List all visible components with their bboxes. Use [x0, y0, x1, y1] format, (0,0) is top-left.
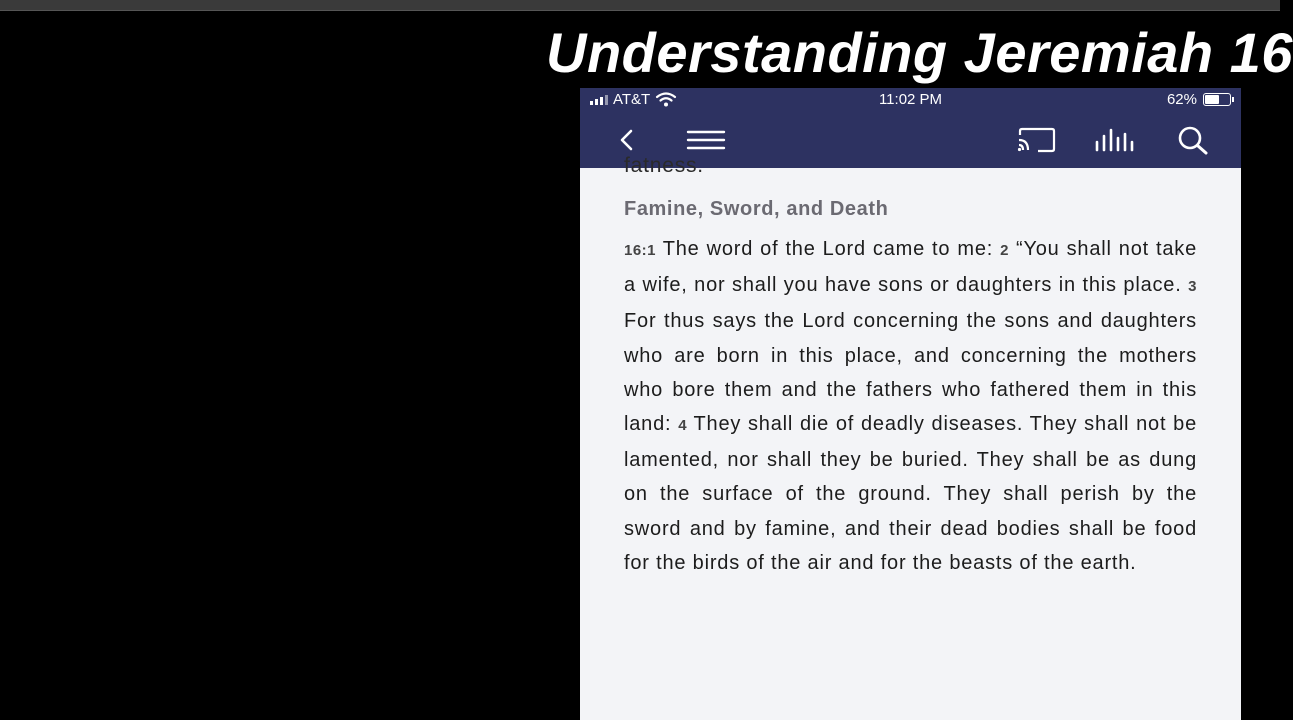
status-right — [1167, 91, 1231, 108]
battery-fill — [1205, 95, 1219, 104]
battery-icon — [1203, 93, 1231, 106]
status-time: 11:02 PM — [878, 91, 943, 108]
search-icon[interactable] — [1176, 124, 1210, 156]
previous-verse-fragment: fatness. — [624, 154, 704, 177]
passage-text — [624, 232, 1197, 580]
section-heading: Famine, Sword, and Death — [624, 198, 889, 220]
battery-percent: 62% — [1166, 91, 1197, 108]
status-bar — [580, 88, 1241, 112]
verse-text: “You shall not take a wife, nor shall you have sons or daughters in this place. — [624, 238, 1198, 297]
verse-number[interactable]: 4 — [678, 417, 688, 435]
back-icon[interactable] — [610, 124, 644, 156]
cast-icon[interactable] — [1016, 124, 1058, 156]
verse-number[interactable]: 16:1 — [624, 242, 657, 259]
verse-text: They shall die of deadly diseases. They shall not be lamented, nor shall they be buried. They shall be as dung on the surface of the ground. They shall perish by the sword and by famine, and their dead bodies shall be food for the birds of the air and for the beasts of the earth. — [624, 413, 1197, 574]
verse-number[interactable]: 3 — [1188, 278, 1197, 296]
menu-icon[interactable] — [686, 124, 726, 156]
verse-number[interactable]: 2 — [1000, 242, 1009, 259]
carrier-label: AT&T — [613, 91, 651, 108]
phone-screen — [580, 88, 1241, 720]
verse-text: The word of the Lord came to me: — [662, 238, 994, 260]
video-title: Understanding Jeremiah 16 — [546, 21, 1293, 84]
verse-text: For thus says the Lord concerning the sons and daughters who are born in this place, and concerning the mothers who bore them and the fathers who fathered them in this land: — [624, 310, 1197, 436]
audio-icon[interactable] — [1094, 124, 1136, 156]
reading-pane[interactable] — [580, 154, 1241, 720]
window-top-strip — [0, 0, 1280, 11]
